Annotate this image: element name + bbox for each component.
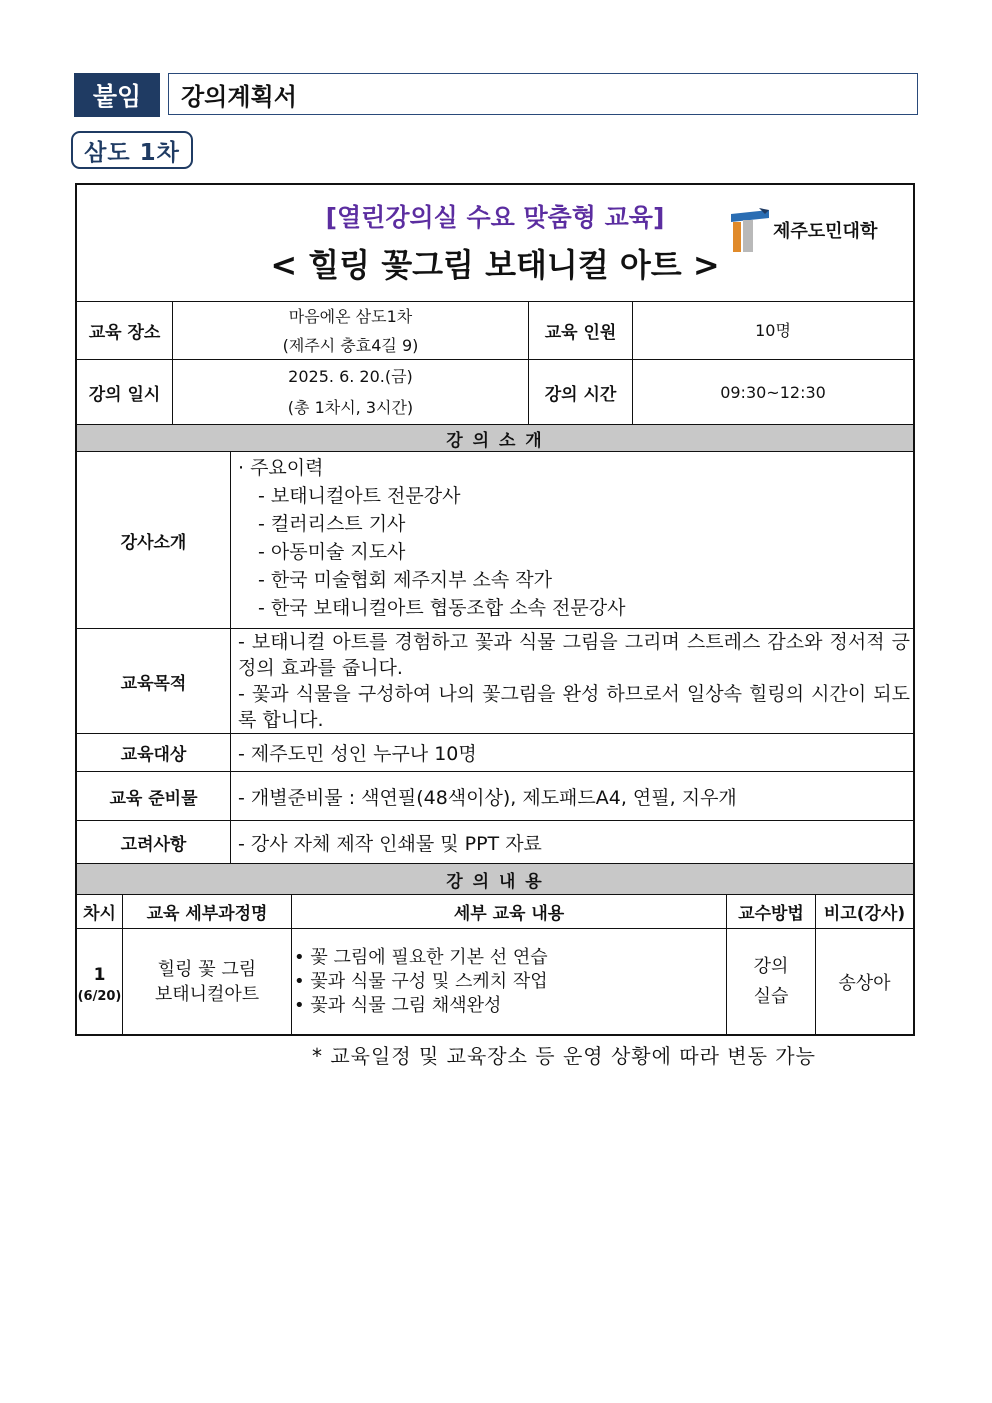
- col-header-details: 세부 교육 내용: [453, 904, 565, 924]
- prep-label: 교육 준비물: [109, 788, 198, 809]
- method-line: 실습: [753, 986, 789, 1007]
- date-line1: 2025. 6. 20.(금): [288, 367, 413, 386]
- date-label: 강의 일시: [88, 384, 161, 405]
- instructor-line: · 주요이력: [238, 457, 324, 479]
- session-number: 1: [93, 964, 106, 985]
- target-label: 교육대상: [120, 745, 187, 765]
- session-date: (6/20): [77, 988, 122, 1004]
- notes-label: 고려사항: [120, 834, 187, 855]
- detail-item: • 꽃과 식물 구성 및 스케치 작업: [294, 971, 548, 992]
- intro-section-title: 강 의 소 개: [446, 430, 544, 451]
- detail-item: • 꽃 그림에 필요한 기본 선 연습: [294, 947, 548, 968]
- time-value: 09:30~12:30: [720, 382, 826, 402]
- target-value: - 제주도민 성인 누구나 10명: [238, 743, 477, 765]
- instructor-line: - 보태니컬아트 전문강사: [258, 485, 461, 507]
- date-line2: (총 1차시, 3시간): [287, 398, 414, 417]
- table-row-details: [294, 929, 724, 1035]
- purpose-paragraph: - 꽃과 식물을 구성하여 나의 꽃그림을 완성 하므로서 일상속 힐링의 시간이 되도록 합니다.: [238, 683, 910, 731]
- university-logo: [729, 208, 899, 254]
- instructor-line: - 아동미술 지도사: [258, 541, 406, 563]
- table-row-session: [77, 929, 122, 1035]
- content-section-title: 강 의 내 용: [446, 871, 544, 892]
- col-header-method: 교수방법: [738, 904, 804, 924]
- round-label: 삼도 1차: [71, 131, 193, 169]
- count-label: 교육 인원: [544, 323, 617, 343]
- instructor-list: [238, 454, 908, 622]
- col-header-instructor: 비고(강사): [823, 904, 906, 924]
- table-row-method: [727, 929, 815, 1035]
- purpose-text: [238, 629, 910, 733]
- course-name-line: 힐링 꽃 그림: [157, 959, 257, 980]
- course-name-line: 보태니컬아트: [154, 984, 260, 1005]
- logo-mark-icon: [729, 208, 773, 254]
- instructor-line: - 한국 보태니컬아트 협동조합 소속 전문강사: [258, 597, 626, 619]
- table-row-course: [123, 929, 291, 1035]
- instructor-line: - 컬러리스트 기사: [258, 513, 406, 535]
- place-line1: 마음에온 삼도1차: [288, 306, 413, 326]
- notes-value: - 강사 자체 제작 인쇄물 및 PPT 자료: [238, 832, 542, 855]
- count-value: 10명: [755, 321, 791, 340]
- purpose-label: 교육목적: [120, 673, 187, 694]
- logo-text: 제주도민대학: [773, 221, 878, 242]
- table-row-instructor: 송상아: [838, 973, 891, 994]
- col-header-session: 차시: [83, 904, 116, 924]
- rule: [230, 451, 231, 863]
- place-value: [173, 302, 528, 359]
- date-value: [173, 360, 528, 424]
- place-line2: (제주시 충효4길 9): [282, 335, 419, 355]
- attachment-badge: 붙임: [74, 73, 160, 117]
- col-header-course: 교육 세부과정명: [146, 904, 268, 924]
- place-label: 교육 장소: [88, 323, 161, 343]
- instructor-line: - 한국 미술협회 제주지부 소속 작가: [258, 569, 553, 591]
- course-subtitle: [열린강의실 수요 맞춤형 교육]: [325, 203, 665, 232]
- method-line: 강의: [753, 956, 789, 977]
- document-title: 강의계획서: [168, 73, 918, 115]
- course-title: < 힐링 꽃그림 보태니컬 아트 >: [270, 246, 720, 284]
- detail-item: • 꽃과 식물 그림 채색완성: [294, 995, 502, 1016]
- purpose-paragraph: - 보태니컬 아트를 경험하고 꽃과 식물 그림을 그리며 스트레스 감소와 정서적 긍정의 효과를 줍니다.: [238, 631, 910, 679]
- prep-value: - 개별준비물 : 색연필(48색이상), 제도패드A4, 연필, 지우개: [238, 786, 737, 809]
- time-label: 강의 시간: [544, 384, 617, 405]
- footnote: * 교육일정 및 교육장소 등 운영 상황에 따라 변동 가능: [312, 1044, 816, 1068]
- instructor-label: 강사소개: [120, 532, 187, 553]
